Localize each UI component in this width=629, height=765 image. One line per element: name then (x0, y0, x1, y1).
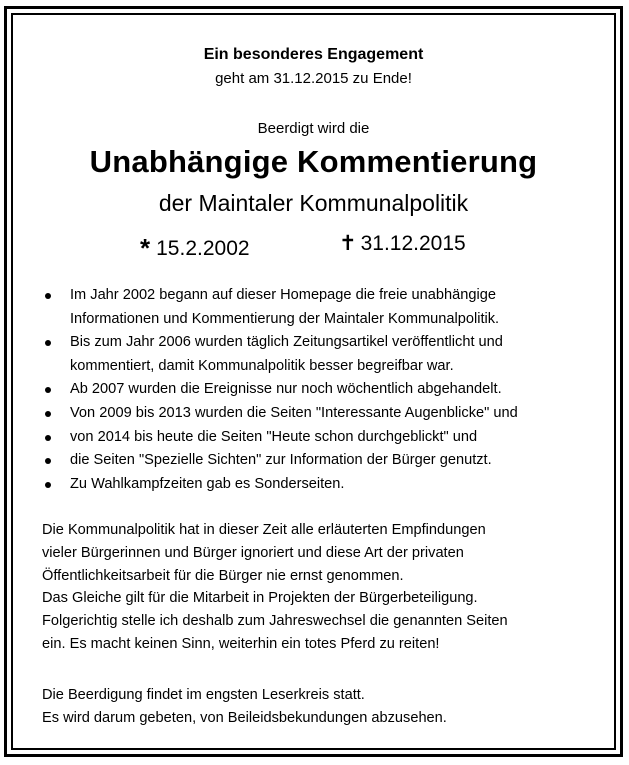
bullet-line: Informationen und Kommentierung der Maintaler Kommunalpolitik. (70, 310, 500, 327)
dates-row (12, 231, 615, 261)
bullet-line: Von 2009 bis 2013 wurden die Seiten "Interessante Augenblicke" und (70, 404, 518, 421)
intro-text: Beerdigt wird die (257, 120, 370, 137)
bullet-dot-icon (45, 387, 51, 393)
list-item (42, 426, 612, 450)
list-item (42, 284, 612, 331)
birth-date: 15.2.2002 (156, 237, 250, 260)
bullet-dot-icon (45, 340, 51, 346)
bullet-line: Im Jahr 2002 begann auf dieser Homepage die freie unabhängige (70, 287, 496, 303)
headline: Ein besonderes Engagement (203, 46, 424, 63)
paragraph-line: Das Gleiche gilt für die Mitarbeit in Projekten der Bürgerbeteiligung. (42, 590, 478, 607)
bullet-dot-icon (45, 293, 51, 299)
bullet-dot-icon (45, 411, 51, 417)
paragraph-closing (42, 519, 612, 656)
paragraph-line: Die Beerdigung findet im engsten Leserkreis statt. (42, 687, 365, 703)
birth-star-icon: * (140, 233, 151, 263)
bullet-line: die Seiten "Spezielle Sichten" zur Information der Bürger genutzt. (70, 452, 492, 469)
bullet-dot-icon (45, 435, 51, 441)
bullet-line: Ab 2007 wurden die Ereignisse nur noch wöchentlich abgehandelt. (70, 381, 502, 398)
bullet-line: von 2014 bis heute die Seiten "Heute schon durchgeblickt" und (70, 428, 478, 445)
paragraph-line: ein. Es macht keinen Sinn, weiterhin ein totes Pferd zu reiten! (42, 635, 440, 652)
death-date: 31.12.2015 (360, 232, 466, 255)
list-item (42, 402, 612, 426)
paragraph-line: Es wird darum gebeten, von Beileidsbekundungen abzusehen. (42, 709, 447, 726)
paragraph-line: Die Kommunalpolitik hat in dieser Zeit alle erläuterten Empfindungen (42, 522, 486, 538)
bullet-list (42, 284, 612, 496)
list-item (42, 331, 612, 378)
main-title: Unabhängige Kommentierung (89, 144, 538, 179)
sub-title: der Maintaler Kommunalpolitik (158, 190, 469, 216)
paragraph-funeral (42, 684, 612, 730)
list-item (42, 449, 612, 473)
bullet-dot-icon (45, 482, 51, 488)
paragraph-line: Öffentlichkeitsarbeit für die Bürger nie ernst genommen. (42, 567, 404, 584)
death-cross-icon: ✝ (339, 232, 357, 255)
bullet-dot-icon (45, 458, 51, 464)
paragraph-line: vieler Bürgerinnen und Bürger ignoriert und diese Art der privaten (42, 544, 464, 561)
list-item (42, 473, 612, 497)
paragraph-line: Folgerichtig stelle ich deshalb zum Jahreswechsel die genannten Seiten (42, 613, 508, 630)
obituary-notice (12, 14, 615, 749)
list-item (42, 378, 612, 402)
death-date-group (339, 231, 466, 256)
subline: geht am 31.12.2015 zu Ende! (215, 70, 412, 87)
bullet-line: Bis zum Jahr 2006 wurden täglich Zeitungsartikel veröffentlicht und (70, 334, 503, 351)
bullet-line: Zu Wahlkampfzeiten gab es Sonderseiten. (70, 475, 345, 492)
bullet-line: kommentiert, damit Kommunalpolitik besser begreifbar war. (70, 357, 454, 374)
birth-date-group (140, 231, 250, 262)
